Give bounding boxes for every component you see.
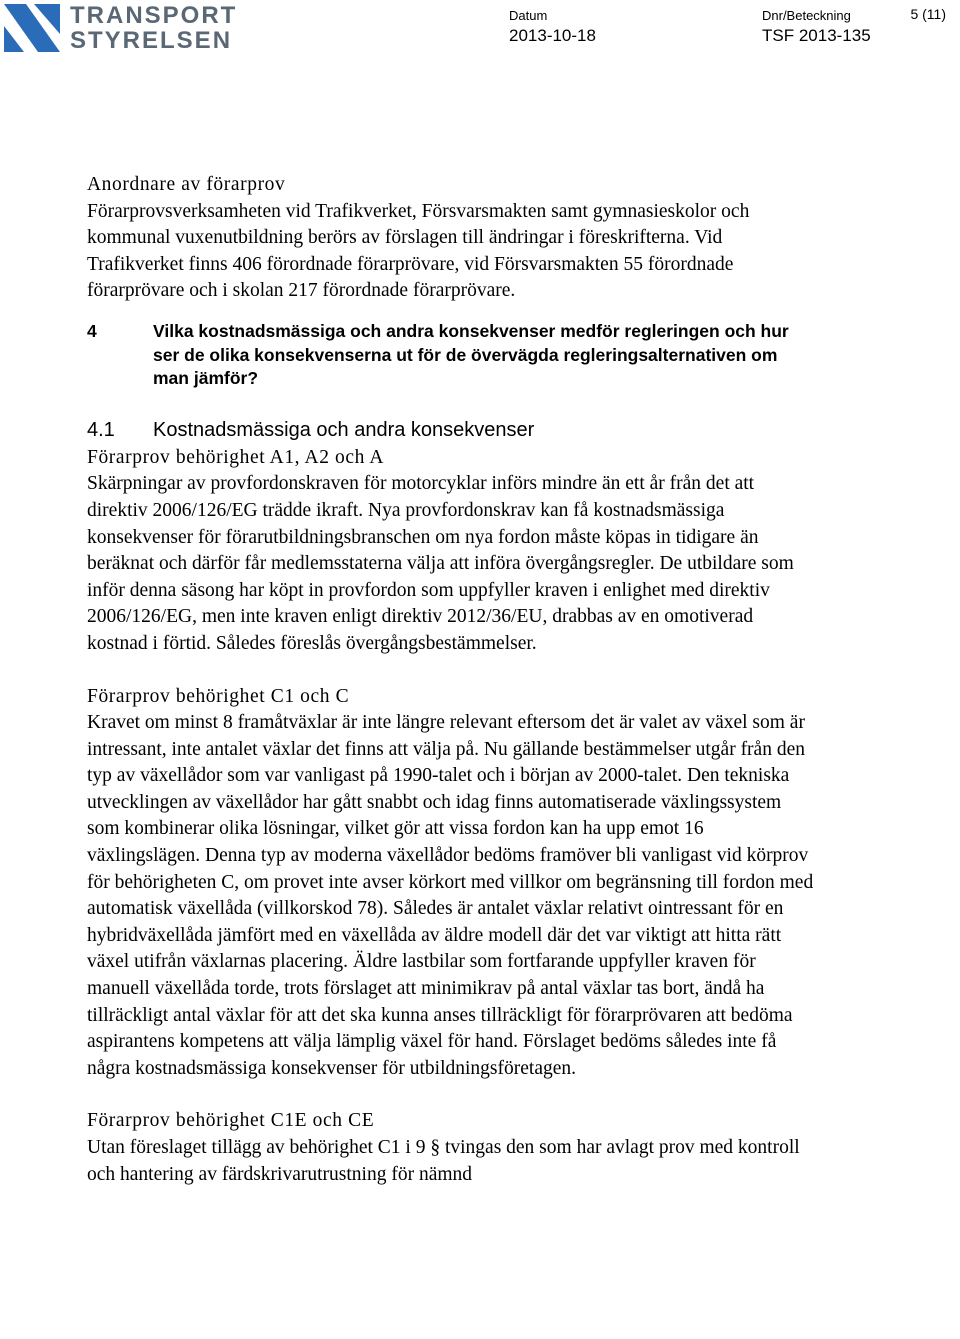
agency-logo <box>4 2 238 54</box>
reference-value: TSF 2013-135 <box>762 26 871 45</box>
heading-4-1 <box>87 417 817 443</box>
section-heading-c: Förarprov behörighet C1 och C <box>87 685 350 707</box>
logo-line-1: TRANSPORT <box>70 2 238 29</box>
question-text: Vilka kostnadsmässiga och andra konsekvenser medför regleringen och hur ser de olika konsekvenserna ut för de övervägda regleringsalternativen om man jämför? <box>153 320 789 389</box>
logo-mark-icon <box>4 4 60 52</box>
paragraph-anordnare: Förarprovsverksamheten vid Trafikverket, Försvarsmakten samt gymnasieskolor och kommunal vuxenutbildning berörs av förslagen till ändringar i föreskrifterna. Vid Trafikverket finns 406 förordnade förarprövare, vid Försvarsmakten 55 förordnade förarprövare och i skolan 217 förordnade förarprövare. <box>87 200 750 302</box>
section-heading-a: Förarprov behörighet A1, A2 och A <box>87 446 385 468</box>
question-4 <box>87 320 817 391</box>
heading-text: Kostnadsmässiga och andra konsekvenser <box>153 418 535 441</box>
page-number: 5 (11) <box>910 6 946 22</box>
question-number: 4 <box>87 320 97 341</box>
document-body <box>87 172 817 1188</box>
heading-number: 4.1 <box>87 418 115 441</box>
logo-line-2: STYRELSEN <box>70 27 233 54</box>
paragraph-a: Skärpningar av provfordonskraven för motorcyklar införs mindre än ett år från det att direktiv 2006/126/EG trädde ikraft. Nya provfordonskrav kan få kostnadsmässiga konsekvenser för förarutbildningsbranschen om nya fordon måste köpas in tidigare än beräknat och därför får medlemsstaterna välja att införa övergångsregler. De utbildare som inför denna säsong har köpt in provfordon som uppfyller kraven i enlighet med direktiv 2006/126/EG, men inte kraven enligt direktiv 2012/36/EU, drabbas av en omotiverad kostnad i förtid. Således föreslås övergångsbestämmelser. <box>87 473 794 654</box>
section-heading-anordnare: Anordnare av förarprov <box>87 174 286 195</box>
date-value: 2013-10-18 <box>509 26 596 45</box>
date-label: Datum <box>509 8 548 23</box>
section-heading-ce: Förarprov behörighet C1E och CE <box>87 1110 375 1132</box>
paragraph-c: Kravet om minst 8 framåtväxlar är inte längre relevant eftersom det är valet av växel som är intressant, inte antalet växlar det finns att välja på. Nu gällande bestämmelser utgår från den typ av växellådor som var vanligast på 1990-talet och i början av 2000-talet. Den tekniska utvecklingen av växellådor har gått snabbt och idag finns automatiserade växlingssystem som kombinerar olika lösningar, vilket gör att vissa fordon kan ha upp emot 16 växlingslägen. Denna typ av moderna växellådor bedöms framöver bli vanligast vid körprov för behörigheten C, om provet inte avser körkort med villkor om begränsning till fordon med automatisk växellåda (villkorskod 78). Således är antalet växlar relativt ointressant för en hybridväxellåda jämfört med en växellåda av äldre modell där det var viktigt att hitta rätt växel utifrån växlarnas placering. Äldre lastbilar som fortfarande uppfyller kraven för manuell växellåda torde, trots förslaget att minimikrav på antal växlar tas bort, ändå ha tillräckligt antal växlar för att det ska kunna anses tillräckligt för förarprövaren att bedöma aspirantens kompetens att välja lämplig växel för hand. Förslaget bedöms således inte få några kostnadsmässiga konsekvenser för utbildningsföretagen. <box>87 712 814 1079</box>
reference-label: Dnr/Beteckning <box>762 8 851 23</box>
paragraph-ce: Utan föreslaget tillägg av behörighet C1 i 9 § tvingas den som har avlagt prov med kontroll och hantering av färdskrivarutrustning för nämnd <box>87 1137 800 1185</box>
